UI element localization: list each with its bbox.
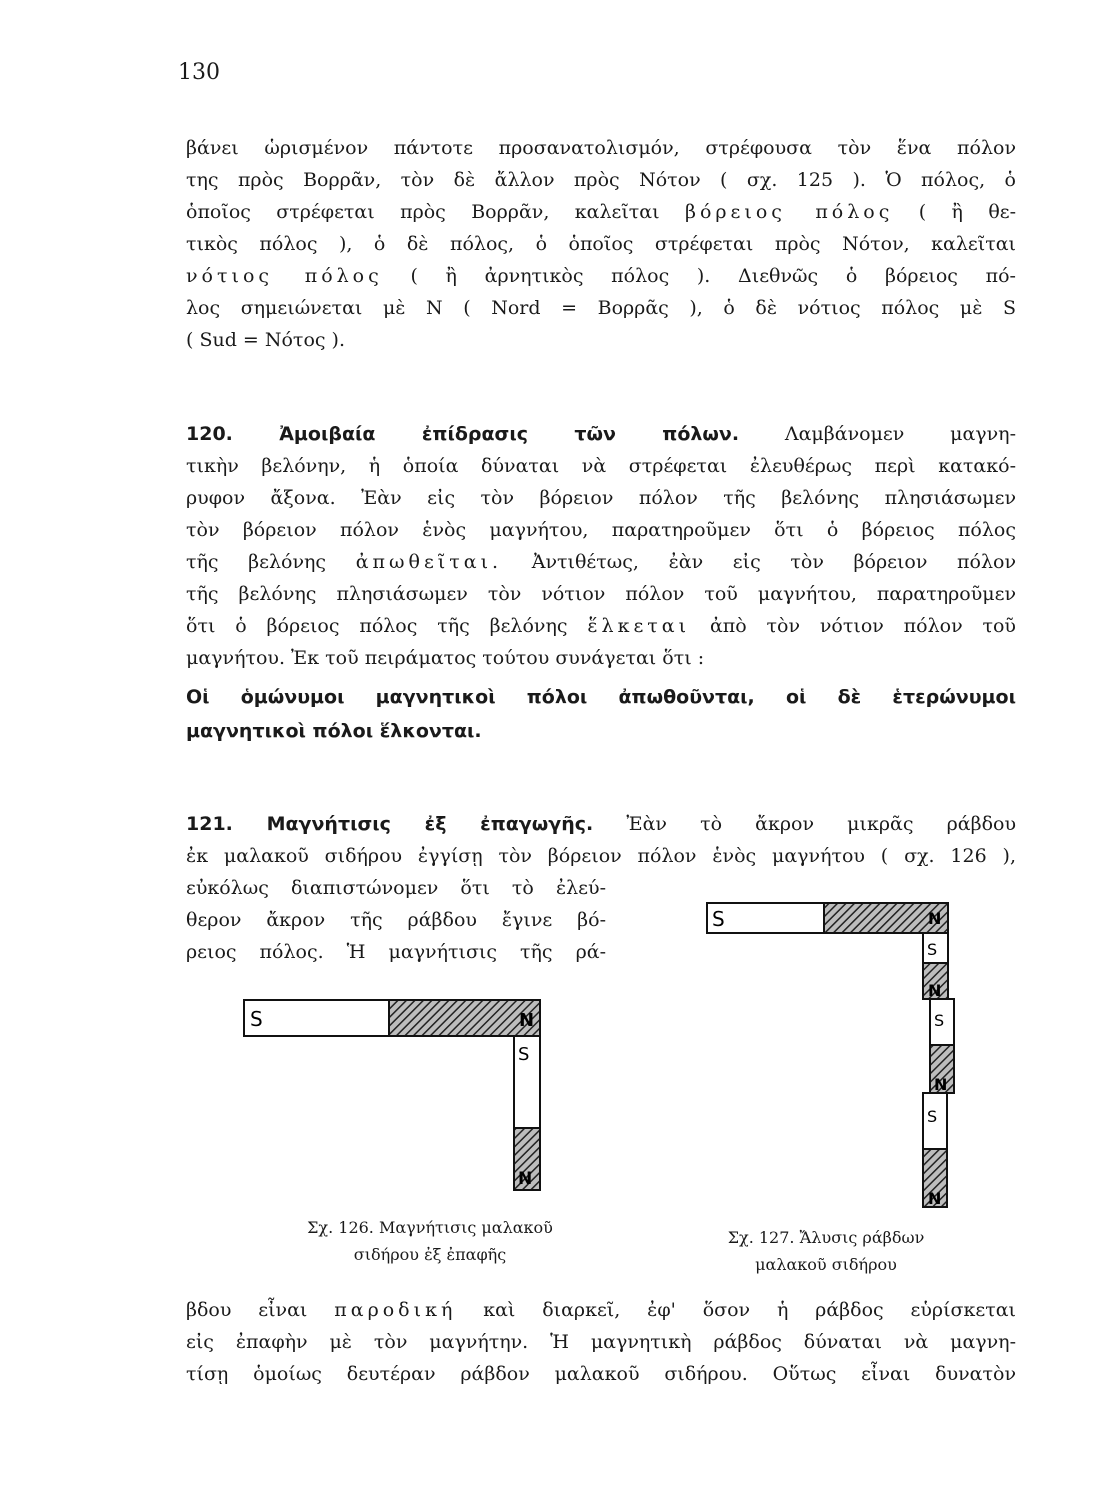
- text-line: της πρὸς Βορρᾶν, τὸν δὲ ἄλλον πρὸς Νότον ( σχ. 125 ). Ὁ πόλος, ὁ: [186, 169, 1016, 191]
- pole-label-n: N: [519, 1010, 535, 1031]
- text-span: Ἀντιθέτως, ἐὰν εἰς τὸν βόρειον πόλον: [531, 551, 1016, 573]
- pole-label-s: S: [934, 1011, 945, 1030]
- pole-label-s: S: [518, 1044, 530, 1065]
- text-line: τὸν βόρειον πόλον ἑνὸς μαγνήτου, παρατηροῦμεν ὅτι ὁ βόρειος πόλος: [186, 519, 1016, 541]
- text-span: ὅτι ὁ βόρειος πόλος τῆς βελόνης: [186, 615, 568, 637]
- pole-label-s: S: [927, 940, 938, 959]
- section-heading-121: 121. Μαγνήτισις ἐξ ἐπαγωγῆς.: [186, 813, 594, 835]
- text-span: τῆς βελόνης: [186, 551, 327, 573]
- text-line: ἐκ μαλακοῦ σιδήρου ἐγγίσῃ τὸν βόρειον πόλον ἑνὸς μαγνήτου ( σχ. 126 ),: [186, 845, 1016, 867]
- magnetic-law: [186, 680, 1016, 748]
- pole-label-n: N: [928, 909, 942, 928]
- caption-line: μαλακοῦ σιδήρου: [755, 1255, 897, 1274]
- law-line: μαγνητικοὶ πόλοι ἕλκονται.: [186, 720, 482, 742]
- text-span: ( ἢ ἀρνητικὸς πόλος ). Διεθνῶς ὁ βόρειος πό-: [410, 265, 1016, 287]
- figure-126-caption: [270, 1214, 590, 1268]
- pole-label-n: N: [934, 1075, 948, 1094]
- text-line: [186, 546, 1016, 578]
- paragraph-temporary-magnetism: [186, 1294, 1016, 1390]
- term-repelled: ἀπωθεῖται.: [355, 551, 503, 573]
- term-south-pole: νότιος πόλος: [186, 265, 383, 287]
- text-line: [186, 196, 1016, 228]
- text-line: εἰς ἐπαφὴν μὲ τὸν μαγνήτην. Ἡ μαγνητικὴ ράβδος δύναται νὰ μαγνη-: [186, 1331, 1016, 1353]
- magnet-bar-white: [244, 1000, 389, 1036]
- text-span: καὶ διαρκεῖ, ἐφ' ὅσον ἡ ράβδος εὑρίσκεται: [483, 1299, 1017, 1321]
- page-number: 130: [178, 60, 220, 85]
- text-line: ρυφον ἄξονα. Ἐὰν εἰς τὸν βόρειον πόλον τῆς βελόνης πλησιάσωμεν: [186, 487, 1016, 509]
- magnet-bar-hatched: [389, 1000, 540, 1036]
- text-span: βδου εἶναι: [186, 1299, 308, 1321]
- text-span: Ἐὰν τὸ ἄκρον μικρᾶς ράβδου: [626, 813, 1016, 835]
- text-line: [186, 260, 1016, 292]
- term-temporary: παροδική: [334, 1299, 457, 1321]
- pole-label-s: S: [250, 1007, 263, 1031]
- text-line: τικὸς πόλος ), ὁ δὲ πόλος, ὁ ὁποῖος στρέφεται πρὸς Νότον, καλεῖται: [186, 233, 1016, 255]
- text-line: εὐκόλως διαπιστώνομεν ὅτι τὸ ἐλεύ-: [186, 877, 606, 899]
- text-span: ( ἢ θε-: [918, 201, 1017, 223]
- caption-line: Σχ. 126. Μαγνήτισις μαλακοῦ: [307, 1218, 553, 1237]
- caption-line: Σχ. 127. Ἄλυσις ράβδων: [727, 1228, 925, 1247]
- text-line: τῆς βελόνης πλησιάσωμεν τὸν νότιον πόλον τοῦ μαγνήτου, παρατηροῦμεν: [186, 583, 1016, 605]
- caption-line: σιδήρου ἐξ ἐπαφῆς: [353, 1245, 507, 1264]
- text-line: λος σημειώνεται μὲ Ν ( Nord = Βορρᾶς ), ὁ δὲ νότιος πόλος μὲ S: [186, 297, 1016, 319]
- text-span: Λαμβάνομεν μαγνη-: [784, 423, 1016, 445]
- pole-label-n: N: [518, 1169, 533, 1189]
- text-line: [186, 610, 1016, 642]
- text-line: τικὴν βελόνην, ἡ ὁποία δύναται νὰ στρέφεται ἐλευθέρως περὶ κατακό-: [186, 455, 1016, 477]
- pole-label-n: N: [928, 1189, 942, 1208]
- text-line: ( Sud = Νότος ).: [186, 329, 346, 351]
- figure-127: [704, 900, 964, 1212]
- paragraph-compass-poles: [186, 132, 1016, 356]
- text-line: θερον ἄκρον τῆς ράβδου ἔγινε βό-: [186, 909, 606, 931]
- text-line: [186, 418, 1016, 450]
- text-line: τίσῃ ὁμοίως δευτέραν ράβδον μαλακοῦ σιδήρου. Οὕτως εἶναι δυνατὸν: [186, 1363, 1016, 1385]
- figure-127-caption: [676, 1224, 976, 1278]
- section-120: [186, 418, 1016, 748]
- text-line: [186, 808, 1016, 840]
- term-attracted: ἕλκεται: [587, 615, 691, 637]
- text-line: μαγνήτου. Ἐκ τοῦ πειράματος τούτου συνάγεται ὅτι :: [186, 647, 705, 669]
- text-span: ὁποῖος στρέφεται πρὸς Βορρᾶν, καλεῖται: [186, 201, 660, 223]
- text-span: ἀπὸ τὸν νότιον πόλον τοῦ: [709, 615, 1016, 637]
- text-line: ρειος πόλος. Ἡ μαγνήτισις τῆς ρά-: [186, 941, 606, 963]
- law-line: Οἱ ὁμώνυμοι μαγνητικοὶ πόλοι ἀπωθοῦνται, οἱ δὲ ἑτερώνυμοι: [186, 686, 1016, 708]
- term-north-pole: βόρειος πόλος: [684, 201, 894, 223]
- figure-126: [240, 996, 560, 1196]
- pole-label-n: N: [928, 981, 942, 1000]
- text-line: βάνει ὡρισμένον πάντοτε προσανατολισμόν, στρέφουσα τὸν ἕνα πόλον: [186, 137, 1016, 159]
- section-heading-120: 120. Ἀμοιβαία ἐπίδρασις τῶν πόλων.: [186, 423, 740, 445]
- pole-label-s: S: [927, 1107, 938, 1126]
- text-line: [186, 1294, 1016, 1326]
- pole-label-s: S: [712, 907, 725, 931]
